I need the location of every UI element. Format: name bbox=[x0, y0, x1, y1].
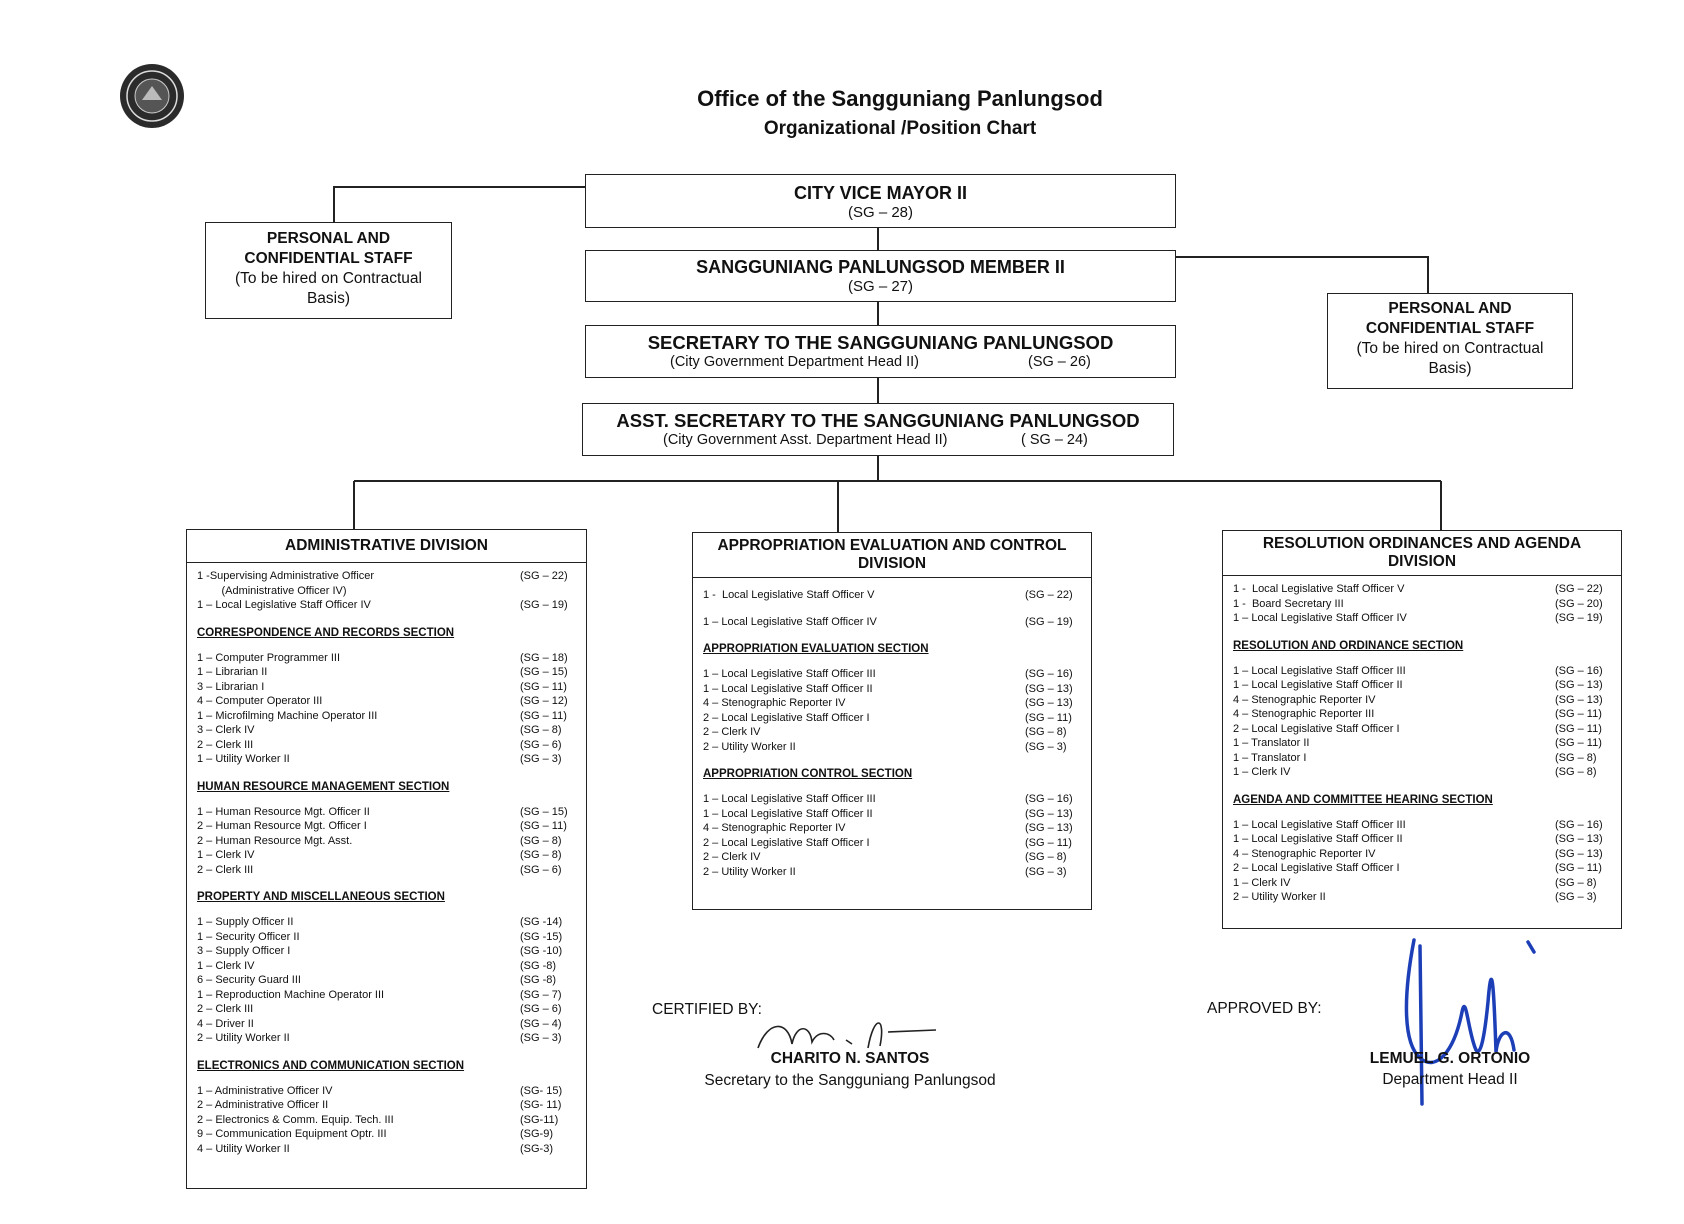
asst-secretary-title: ASST. SECRETARY TO THE SANGGUNIANG PANLUNGSOD bbox=[616, 410, 1140, 431]
position-row bbox=[703, 792, 1081, 807]
salary-grade: (SG – 13) bbox=[1025, 807, 1073, 820]
position-name: 1 - Local Legislative Staff Officer V bbox=[1233, 583, 1405, 595]
position-row bbox=[197, 723, 576, 738]
position-name: 2 – Clerk IV bbox=[703, 851, 761, 863]
section-title: APPROPRIATION CONTROL SECTION bbox=[703, 768, 913, 780]
division-title: ADMINISTRATIVE DIVISION bbox=[187, 530, 586, 563]
secretary-subtitle: (City Government Department Head II) bbox=[670, 354, 920, 370]
salary-grade: (SG -14) bbox=[520, 916, 563, 928]
position-row bbox=[197, 973, 576, 988]
right-staff-title-1: PERSONAL AND bbox=[1388, 300, 1512, 317]
position-name: 1 – Microfilming Machine Operator III bbox=[197, 709, 378, 722]
salary-grade: (SG – 8) bbox=[1025, 726, 1067, 738]
position-name: 1 – Security Officer II bbox=[197, 930, 300, 943]
salary-grade: (SG – 11) bbox=[1555, 722, 1602, 735]
salary-grade: (SG – 6) bbox=[520, 863, 562, 876]
position-row bbox=[1233, 707, 1611, 722]
position-row bbox=[703, 865, 1081, 880]
position-row bbox=[1233, 678, 1611, 693]
salary-grade: (SG- 15) bbox=[520, 1084, 563, 1097]
salary-grade: (SG – 16) bbox=[1025, 793, 1073, 805]
salary-grade: (SG – 11) bbox=[1555, 737, 1602, 749]
position-row bbox=[703, 850, 1081, 865]
salary-grade: (SG – 15) bbox=[520, 666, 568, 678]
member-sg: (SG – 27) bbox=[847, 278, 914, 295]
salary-grade: (SG – 11) bbox=[1025, 836, 1072, 849]
position-row bbox=[197, 680, 576, 695]
right-staff-note: (To be hired on Contractual Basis) bbox=[1356, 340, 1544, 377]
position-row bbox=[197, 709, 576, 724]
section-title: AGENDA AND COMMITTEE HEARING SECTION bbox=[1233, 793, 1493, 806]
salary-grade: (SG – 11) bbox=[520, 820, 567, 832]
right-staff-box bbox=[1327, 293, 1573, 389]
position-name: 6 – Security Guard III bbox=[197, 974, 301, 986]
salary-grade: (SG – 3) bbox=[520, 1032, 562, 1044]
position-name: 1 – Local Legislative Staff Officer II bbox=[1233, 679, 1403, 691]
vice-mayor-title: CITY VICE MAYOR II bbox=[793, 183, 968, 203]
section-title: PROPERTY AND MISCELLANEOUS SECTION bbox=[197, 891, 445, 903]
position-row bbox=[1233, 876, 1611, 891]
approved-title: Department Head II bbox=[1382, 1071, 1518, 1088]
salary-grade: (SG – 8) bbox=[1555, 876, 1597, 889]
salary-grade: (SG – 3) bbox=[520, 753, 562, 765]
position-row bbox=[1233, 847, 1611, 862]
position-name: 2 – Local Legislative Staff Officer I bbox=[703, 711, 870, 724]
position-name: 4 – Driver II bbox=[197, 1017, 254, 1030]
position-row bbox=[197, 1017, 576, 1032]
salary-grade: (SG – 13) bbox=[1555, 679, 1603, 691]
division-title: APPROPRIATION EVALUATION AND CONTROL DIVISION bbox=[693, 533, 1091, 578]
position-row bbox=[197, 1002, 576, 1017]
salary-grade: (SG – 22) bbox=[1555, 583, 1603, 595]
position-name: 4 – Stenographic Reporter IV bbox=[1233, 693, 1376, 706]
certified-title: Secretary to the Sangguniang Panlungsod bbox=[704, 1072, 996, 1089]
position-name: 1 – Supply Officer II bbox=[197, 916, 294, 928]
position-name: 1 – Utility Worker II bbox=[197, 753, 290, 765]
resolution-division bbox=[1222, 530, 1622, 929]
asst-secretary-subtitle: (City Government Asst. Department Head II) bbox=[663, 432, 948, 448]
page-subtitle: Organizational /Position Chart bbox=[763, 118, 1037, 139]
secretary-sg: (SG – 26) bbox=[1028, 354, 1091, 370]
salary-grade: (SG – 8) bbox=[1555, 751, 1597, 764]
position-name: 1 - Local Legislative Staff Officer V bbox=[703, 589, 875, 601]
position-row bbox=[1233, 832, 1611, 847]
salary-grade: (SG – 11) bbox=[1555, 708, 1602, 720]
salary-grade: (SG – 16) bbox=[1555, 664, 1603, 677]
position-row bbox=[197, 665, 576, 680]
position-row bbox=[1233, 890, 1611, 905]
secretary-box bbox=[585, 325, 1176, 378]
position-row bbox=[197, 834, 576, 849]
position-name: 2 – Human Resource Mgt. Officer I bbox=[197, 820, 367, 832]
position-row bbox=[197, 738, 576, 753]
position-name: 1 – Clerk IV bbox=[197, 849, 255, 861]
salary-grade: (SG – 8) bbox=[1555, 766, 1597, 778]
position-name: 1 – Local Legislative Staff Officer IV bbox=[703, 615, 877, 628]
salary-grade: (SG- 11) bbox=[520, 1099, 562, 1111]
salary-grade: (SG – 8) bbox=[520, 724, 562, 736]
position-name: 1 - Board Secretary III bbox=[1233, 597, 1344, 610]
position-name: 2 – Local Legislative Staff Officer I bbox=[1233, 722, 1400, 735]
salary-grade: (SG – 11) bbox=[520, 680, 567, 693]
position-name: 1 – Translator II bbox=[1233, 737, 1310, 749]
section-title: APPROPRIATION EVALUATION SECTION bbox=[703, 643, 929, 655]
salary-grade: (SG-9) bbox=[520, 1128, 553, 1140]
position-name: 1 – Local Legislative Staff Officer III bbox=[703, 668, 876, 680]
salary-grade: (SG – 18) bbox=[520, 651, 568, 664]
position-name: 3 – Librarian I bbox=[197, 680, 265, 693]
position-name: 1 -Supervising Administrative Officer (Administrative Officer IV) bbox=[197, 570, 375, 597]
position-name: 1 – Local Legislative Staff Officer III bbox=[1233, 818, 1406, 831]
position-row bbox=[703, 696, 1081, 711]
city-seal-icon bbox=[118, 62, 186, 130]
salary-grade: (SG -10) bbox=[520, 945, 563, 957]
salary-grade: (SG-3) bbox=[520, 1142, 553, 1155]
asst-secretary-box bbox=[582, 403, 1174, 456]
position-row bbox=[703, 836, 1081, 851]
position-name: 1 – Local Legislative Staff Officer II bbox=[703, 807, 873, 820]
position-row bbox=[703, 725, 1081, 740]
position-name: 1 – Local Legislative Staff Officer IV bbox=[197, 599, 371, 611]
position-name: 1 – Clerk IV bbox=[1233, 876, 1291, 889]
salary-grade: (SG – 16) bbox=[1555, 818, 1603, 831]
position-name: 2 – Human Resource Mgt. Asst. bbox=[197, 834, 353, 847]
salary-grade: (SG – 4) bbox=[520, 1017, 562, 1030]
position-row bbox=[1233, 818, 1611, 833]
position-name: 4 – Computer Operator III bbox=[197, 695, 323, 707]
position-name: 4 – Stenographic Reporter IV bbox=[703, 697, 846, 709]
position-row bbox=[1233, 861, 1611, 876]
section-title: RESOLUTION AND ORDINANCE SECTION bbox=[1233, 639, 1464, 652]
salary-grade: (SG – 11) bbox=[1555, 862, 1602, 874]
vice-mayor-box bbox=[585, 174, 1176, 228]
position-name: 1 – Reproduction Machine Operator III bbox=[197, 988, 385, 1001]
position-name: 2 – Administrative Officer II bbox=[197, 1099, 329, 1111]
position-name: 1 – Administrative Officer IV bbox=[197, 1084, 333, 1097]
salary-grade: (SG – 19) bbox=[1555, 612, 1603, 624]
position-row bbox=[197, 694, 576, 709]
salary-grade: (SG – 3) bbox=[1025, 740, 1067, 753]
salary-grade: (SG – 13) bbox=[1555, 833, 1603, 845]
position-row bbox=[197, 819, 576, 834]
position-name: 9 – Communication Equipment Optr. III bbox=[197, 1128, 387, 1140]
position-row bbox=[1233, 611, 1611, 626]
salary-grade: (SG – 12) bbox=[520, 695, 568, 707]
salary-grade: (SG – 15) bbox=[520, 805, 568, 818]
position-row bbox=[1233, 751, 1611, 766]
salary-grade: (SG – 13) bbox=[1025, 822, 1073, 834]
position-name: 1 – Local Legislative Staff Officer II bbox=[1233, 833, 1403, 845]
approved-name: LEMUEL G. ORTONIO bbox=[1369, 1050, 1531, 1067]
connector-member-right-staff bbox=[1175, 257, 1428, 293]
position-row bbox=[197, 1031, 576, 1046]
salary-grade: (SG -8) bbox=[520, 974, 557, 986]
position-name: 4 – Stenographic Reporter IV bbox=[1233, 847, 1376, 860]
vice-mayor-sg: (SG – 28) bbox=[847, 204, 914, 221]
salary-grade: (SG – 19) bbox=[520, 599, 568, 611]
salary-grade: (SG – 11) bbox=[1025, 711, 1072, 724]
salary-grade: (SG – 13) bbox=[1555, 693, 1603, 706]
position-name: 2 – Local Legislative Staff Officer I bbox=[703, 836, 870, 849]
salary-grade: (SG – 16) bbox=[1025, 668, 1073, 680]
position-name: 4 – Utility Worker II bbox=[197, 1142, 290, 1155]
position-row bbox=[703, 667, 1081, 682]
position-row bbox=[197, 1084, 576, 1099]
position-name: 3 – Supply Officer I bbox=[197, 945, 291, 957]
position-row bbox=[197, 863, 576, 878]
position-row bbox=[197, 1127, 576, 1142]
certified-label: CERTIFIED BY: bbox=[652, 1001, 762, 1018]
position-row bbox=[197, 930, 576, 945]
position-row bbox=[1233, 597, 1611, 612]
position-name: 1 – Local Legislative Staff Officer II bbox=[703, 682, 873, 695]
right-staff-title-2: CONFIDENTIAL STAFF bbox=[1365, 320, 1535, 337]
salary-grade: (SG – 3) bbox=[1555, 891, 1597, 903]
position-row bbox=[197, 598, 576, 613]
position-row bbox=[197, 1113, 576, 1128]
section-title: CORRESPONDENCE AND RECORDS SECTION bbox=[197, 626, 455, 639]
position-row bbox=[197, 1098, 576, 1113]
position-name: 1 – Translator I bbox=[1233, 751, 1307, 764]
salary-grade: (SG – 22) bbox=[1025, 589, 1073, 601]
position-name: 2 – Clerk III bbox=[197, 738, 254, 751]
secretary-title: SECRETARY TO THE SANGGUNIANG PANLUNGSOD bbox=[647, 332, 1114, 353]
position-row bbox=[197, 988, 576, 1003]
position-name: 1 – Local Legislative Staff Officer III bbox=[703, 793, 876, 805]
position-row bbox=[197, 569, 576, 598]
division-body bbox=[1223, 576, 1621, 905]
salary-grade: (SG – 6) bbox=[520, 738, 562, 751]
position-row bbox=[1233, 736, 1611, 751]
section-title: ELECTRONICS AND COMMUNICATION SECTION bbox=[197, 1059, 465, 1072]
position-name: 3 – Clerk IV bbox=[197, 724, 255, 736]
member-box bbox=[585, 250, 1176, 302]
position-name: 2 – Utility Worker II bbox=[197, 1032, 290, 1044]
position-name: 4 – Stenographic Reporter IV bbox=[703, 822, 846, 834]
position-name: 1 – Computer Programmer III bbox=[197, 651, 341, 664]
position-row bbox=[197, 848, 576, 863]
position-name: 2 – Clerk III bbox=[197, 1003, 254, 1015]
salary-grade: (SG – 8) bbox=[520, 849, 562, 861]
position-row bbox=[703, 821, 1081, 836]
position-name: 1 – Local Legislative Staff Officer IV bbox=[1233, 612, 1407, 624]
position-row bbox=[1233, 693, 1611, 708]
division-body bbox=[693, 578, 1091, 879]
position-row bbox=[703, 711, 1081, 726]
section-title: HUMAN RESOURCE MANAGEMENT SECTION bbox=[197, 780, 450, 793]
position-name: 2 – Clerk III bbox=[197, 863, 254, 876]
page-title: Office of the Sangguniang Panlungsod bbox=[697, 86, 1103, 111]
left-staff-note: (To be hired on Contractual Basis) bbox=[235, 270, 422, 307]
position-name: 1 – Librarian II bbox=[197, 666, 268, 678]
salary-grade: (SG – 8) bbox=[520, 834, 562, 847]
member-title: SANGGUNIANG PANLUNGSOD MEMBER II bbox=[696, 257, 1065, 277]
salary-grade: (SG – 3) bbox=[1025, 865, 1067, 878]
position-row bbox=[197, 752, 576, 767]
position-name: 2 – Utility Worker II bbox=[703, 865, 796, 878]
appropriation-division bbox=[692, 532, 1092, 910]
position-row bbox=[1233, 582, 1611, 597]
salary-grade: (SG – 6) bbox=[520, 1003, 562, 1015]
position-row bbox=[703, 588, 1081, 603]
salary-grade: (SG – 20) bbox=[1555, 597, 1603, 610]
position-name: 2 – Local Legislative Staff Officer I bbox=[1233, 862, 1400, 874]
position-row bbox=[703, 740, 1081, 755]
position-row bbox=[703, 807, 1081, 822]
left-staff-title-2: CONFIDENTIAL STAFF bbox=[244, 250, 413, 267]
salary-grade: (SG -8) bbox=[520, 959, 557, 972]
position-name: 1 – Local Legislative Staff Officer III bbox=[1233, 664, 1406, 677]
position-name: 1 – Clerk IV bbox=[1233, 766, 1291, 778]
position-row bbox=[197, 805, 576, 820]
salary-grade: (SG – 11) bbox=[520, 709, 567, 722]
salary-grade: (SG – 22) bbox=[520, 570, 568, 582]
position-row bbox=[1233, 664, 1611, 679]
salary-grade: (SG – 13) bbox=[1555, 847, 1603, 860]
salary-grade: (SG – 8) bbox=[1025, 851, 1067, 863]
position-row bbox=[1233, 765, 1611, 780]
position-row bbox=[197, 651, 576, 666]
position-name: 1 – Human Resource Mgt. Officer II bbox=[197, 805, 370, 818]
position-name: 4 – Stenographic Reporter III bbox=[1233, 708, 1375, 720]
position-row bbox=[197, 1142, 576, 1157]
salary-grade: (SG – 13) bbox=[1025, 682, 1073, 695]
certified-name: CHARITO N. SANTOS bbox=[770, 1050, 930, 1067]
position-name: 2 – Electronics & Comm. Equip. Tech. III bbox=[197, 1113, 394, 1126]
position-row bbox=[197, 944, 576, 959]
position-row bbox=[703, 615, 1081, 630]
salary-grade: (SG-11) bbox=[520, 1113, 559, 1126]
position-row bbox=[197, 915, 576, 930]
salary-grade: (SG -15) bbox=[520, 930, 563, 943]
division-body bbox=[187, 563, 586, 1156]
position-row bbox=[197, 959, 576, 974]
position-name: 2 – Utility Worker II bbox=[1233, 891, 1326, 903]
asst-secretary-sg: ( SG – 24) bbox=[1021, 432, 1088, 448]
position-name: 2 – Clerk IV bbox=[703, 726, 761, 738]
salary-grade: (SG – 7) bbox=[520, 988, 562, 1001]
approved-label: APPROVED BY: bbox=[1207, 1000, 1322, 1017]
position-name: 1 – Clerk IV bbox=[197, 959, 255, 972]
administrative-division bbox=[186, 529, 587, 1189]
left-staff-title-1: PERSONAL AND bbox=[266, 230, 391, 247]
salary-grade: (SG – 13) bbox=[1025, 697, 1073, 709]
salary-grade: (SG – 19) bbox=[1025, 615, 1073, 628]
position-name: 2 – Utility Worker II bbox=[703, 740, 796, 753]
position-row bbox=[1233, 722, 1611, 737]
position-row bbox=[703, 682, 1081, 697]
division-title: RESOLUTION ORDINANCES AND AGENDA DIVISION bbox=[1223, 531, 1621, 576]
left-staff-box bbox=[205, 222, 452, 319]
connector-vicemayor-left-staff bbox=[334, 187, 585, 222]
